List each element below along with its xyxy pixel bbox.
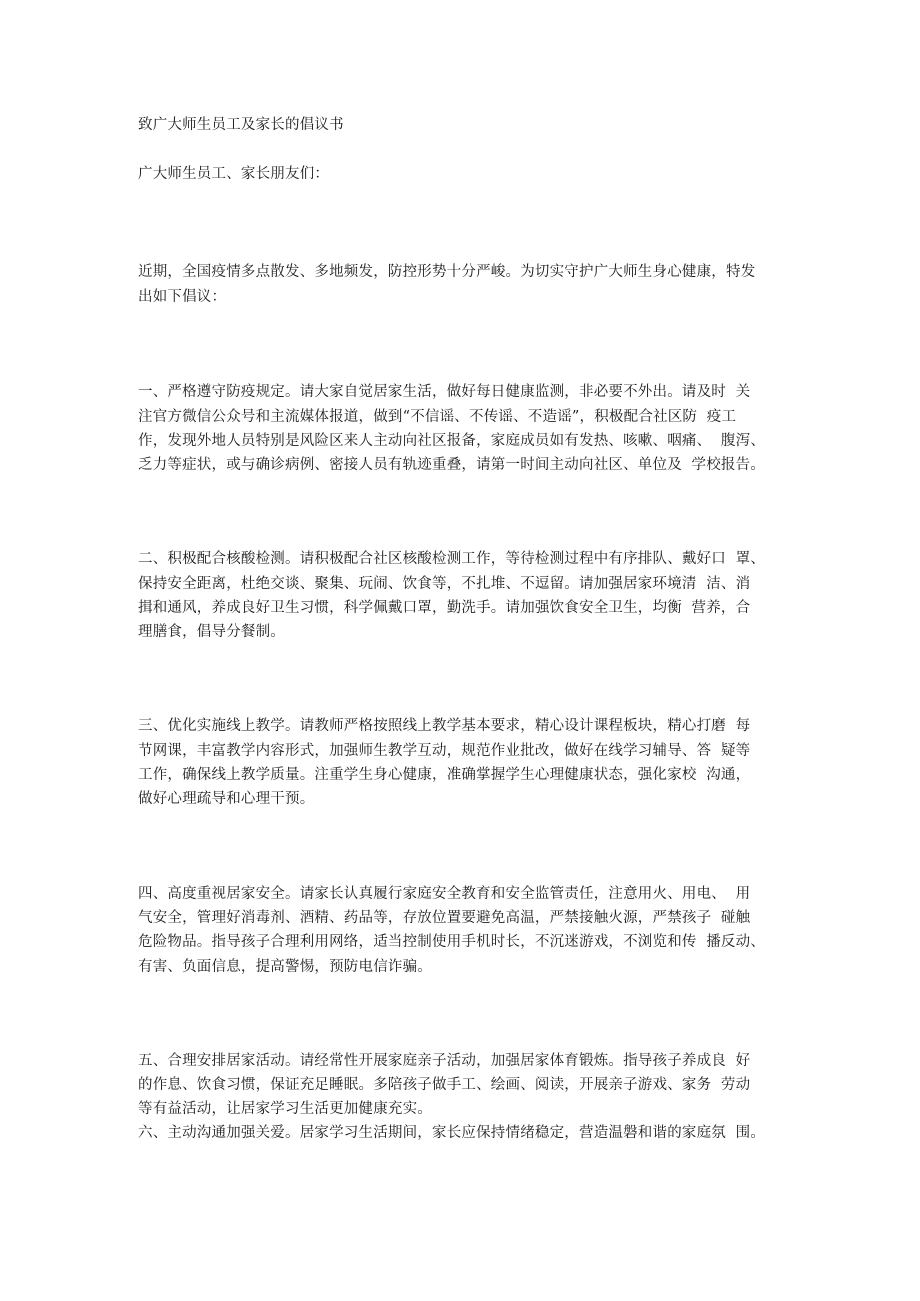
salutation: 广大师生员工、家长朋友们： <box>138 166 330 182</box>
section-1-line: 乏力等症状，或与确诊病例、密接人员有轨迹重叠，请第一时间主动向社区、单位及 学校报告。 <box>138 457 766 473</box>
section-2-line: 揖和通风，养成良好卫生习惯，科学佩戴口罩，勤洗手。请加强饮食安全卫生，均衡 营养，合 <box>138 600 751 616</box>
section-1-line: 注官方微信公众号和主流媒体报道，做到“不信谣、不传谣、不造谣”，积极配合社区防 疫工 <box>138 409 737 425</box>
section-1-line: 一、严格遵守防疫规定。请大家自觉居家生活，做好每日健康监测，非必要不外出。请及时 关 <box>138 384 751 400</box>
section-4-line: 有害、负面信息，提高警惕，预防电信诈骗。 <box>138 959 432 975</box>
section-3-line: 三、优化实施线上教学。请教师严格按照线上教学基本要求，精心设计课程板块，精心打磨 每 <box>138 718 751 734</box>
section-2-line: 理膳食，倡导分餐制。 <box>138 624 285 640</box>
document-title: 致广大师生员工及家长的倡议书 <box>138 117 344 133</box>
intro-line: 近期，全国疫情多点散发、多地频发，防控形势十分严峻。为切实守护广大师生身心健康，特发 <box>138 264 756 280</box>
section-3-line: 做好心理疏导和心理干预。 <box>138 791 315 807</box>
intro-line: 出如下倡议： <box>138 289 227 305</box>
section-6-line: 六、主动沟通加强关爱。居家学习生活期间，家长应保持情绪稳定，营造温磐和谐的家庭氛 围。 <box>138 1125 766 1141</box>
section-5-line: 五、合理安排居家活动。请经常性开展家庭亲子活动，加强居家体育锻炼。指导孩子养成良 好 <box>138 1053 751 1069</box>
section-2-line: 保持安全距离，杜绝交谈、聚集、玩闹、饮食等，不扎堆、不逗留。请加强居家环境清 洁、消 <box>138 576 751 592</box>
section-1-line: 作，发现外地人员特别是风险区来人主动向社区报备，家庭成员如有发热、咳嗽、咽痛、 腹泻、 <box>138 433 766 449</box>
section-4-line: 四、高度重视居家安全。请家长认真履行家庭安全教育和安全监管责任，注意用火、用电、 用 <box>138 886 751 902</box>
section-5-line: 等有益活动，让居家学习生活更加健康充实。 <box>138 1101 432 1117</box>
section-3-line: 工作，确保线上教学质量。注重学生身心健康，准确掌握学生心理健康状态，强化家校 沟通， <box>138 767 751 783</box>
section-5-line: 的作息、饮食习惯，保证充足睡眠。多陪孩子做手工、绘画、阅读，开展亲子游戏、家务 劳动 <box>138 1077 751 1093</box>
section-4-line: 气安全，管理好消毒剂、酒精、药品等，存放位置要避免高温，严禁接触火源，严禁孩子 碰触 <box>138 910 751 926</box>
section-4-line: 危险物品。指导孩子合理利用网络，适当控制使用手机时长，不沉迷游戏，不浏览和传 播反动、 <box>138 934 766 950</box>
section-3-line: 节网课，丰富教学内容形式，加强师生教学互动，规范作业批改，做好在线学习辅导、答 疑等 <box>138 743 751 759</box>
section-2-line: 二、积极配合核酸检测。请积极配合社区核酸检测工作，等待检测过程中有序排队、戴好口 罩、 <box>138 551 766 567</box>
